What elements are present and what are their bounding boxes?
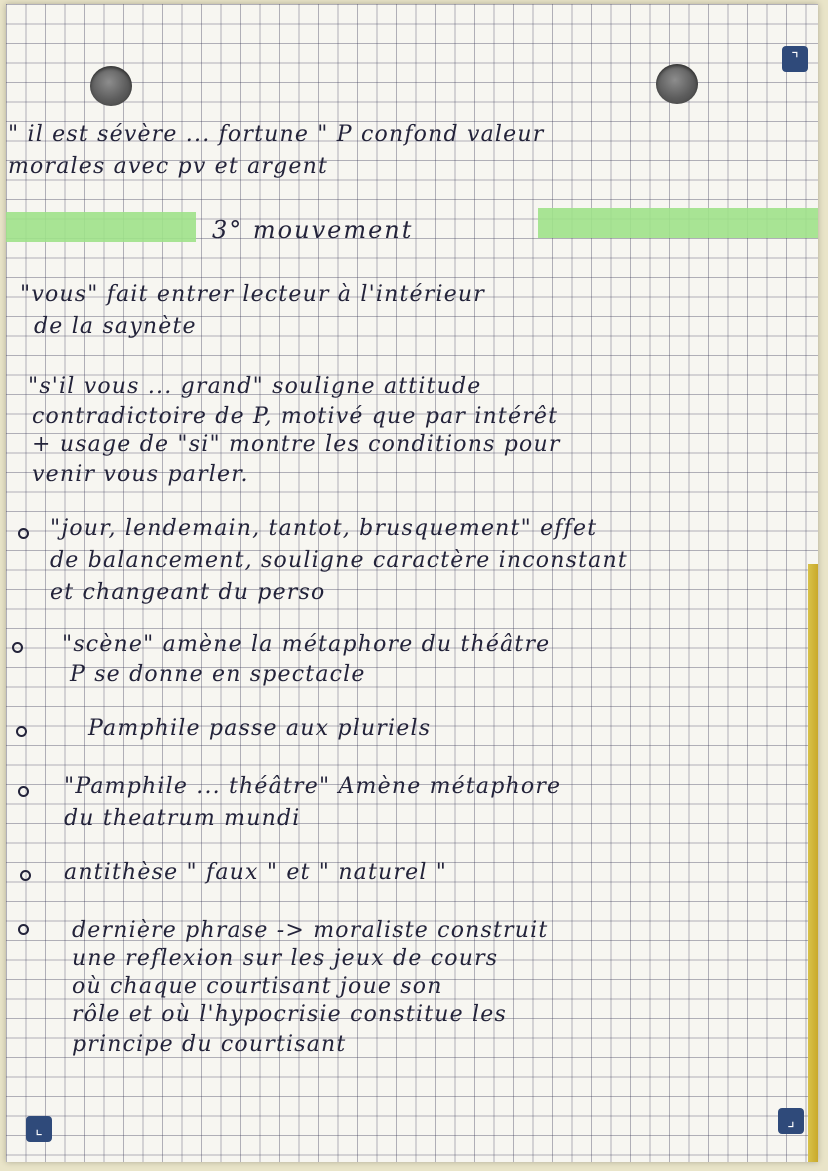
- note-line: rôle et où l'hypocrisie constitue les: [72, 1002, 507, 1027]
- note-line: + usage de "si" montre les conditions pour: [32, 432, 561, 457]
- note-line: où chaque courtisant joue son: [72, 974, 443, 999]
- note-line: "Pamphile ... théâtre" Amène métaphore: [64, 774, 562, 799]
- note-line: P se donne en spectacle: [70, 662, 366, 687]
- note-line: contradictoire de P, motivé que par intérêt: [32, 404, 559, 429]
- bullet-point: [18, 786, 29, 797]
- note-line: et changeant du perso: [50, 580, 326, 605]
- note-line: venir vous parler.: [32, 462, 249, 487]
- corner-mark-icon: ⌞: [26, 1116, 52, 1142]
- note-line: dernière phrase -> moraliste construit: [72, 918, 549, 943]
- punch-hole-right: [656, 64, 698, 104]
- bullet-point: [18, 924, 29, 935]
- note-line: "s'il vous ... grand" souligne attitude: [28, 374, 482, 399]
- note-line: principe du courtisant: [72, 1032, 347, 1057]
- note-line: " il est sévère ... fortune " P confond valeur: [8, 122, 545, 147]
- section-heading: 3° mouvement: [212, 216, 414, 244]
- note-line: du theatrum mundi: [64, 806, 301, 831]
- bullet-point: [20, 870, 31, 881]
- note-line: de la saynète: [34, 314, 197, 339]
- corner-mark-icon: ⌝: [782, 46, 808, 72]
- note-line: antithèse " faux " et " naturel ": [64, 860, 448, 885]
- note-line: Pamphile passe aux pluriels: [88, 716, 432, 741]
- note-line: "jour, lendemain, tantot, brusquement" effet: [50, 516, 598, 541]
- page-edge: [808, 564, 818, 1162]
- bullet-point: [16, 726, 27, 737]
- note-line: morales avec pv et argent: [8, 154, 329, 179]
- note-line: une reflexion sur les jeux de cours: [72, 946, 499, 971]
- bullet-point: [18, 528, 29, 539]
- corner-mark-icon: ⌟: [778, 1108, 804, 1134]
- punch-hole-left: [90, 66, 132, 106]
- note-line: "scène" amène la métaphore du théâtre: [62, 632, 551, 657]
- highlight-left: [6, 212, 196, 242]
- note-line: de balancement, souligne caractère inconstant: [50, 548, 628, 573]
- highlight-right: [538, 208, 818, 238]
- notebook-page: [6, 4, 818, 1162]
- bullet-point: [12, 642, 23, 653]
- note-line: "vous" fait entrer lecteur à l'intérieur: [20, 282, 486, 307]
